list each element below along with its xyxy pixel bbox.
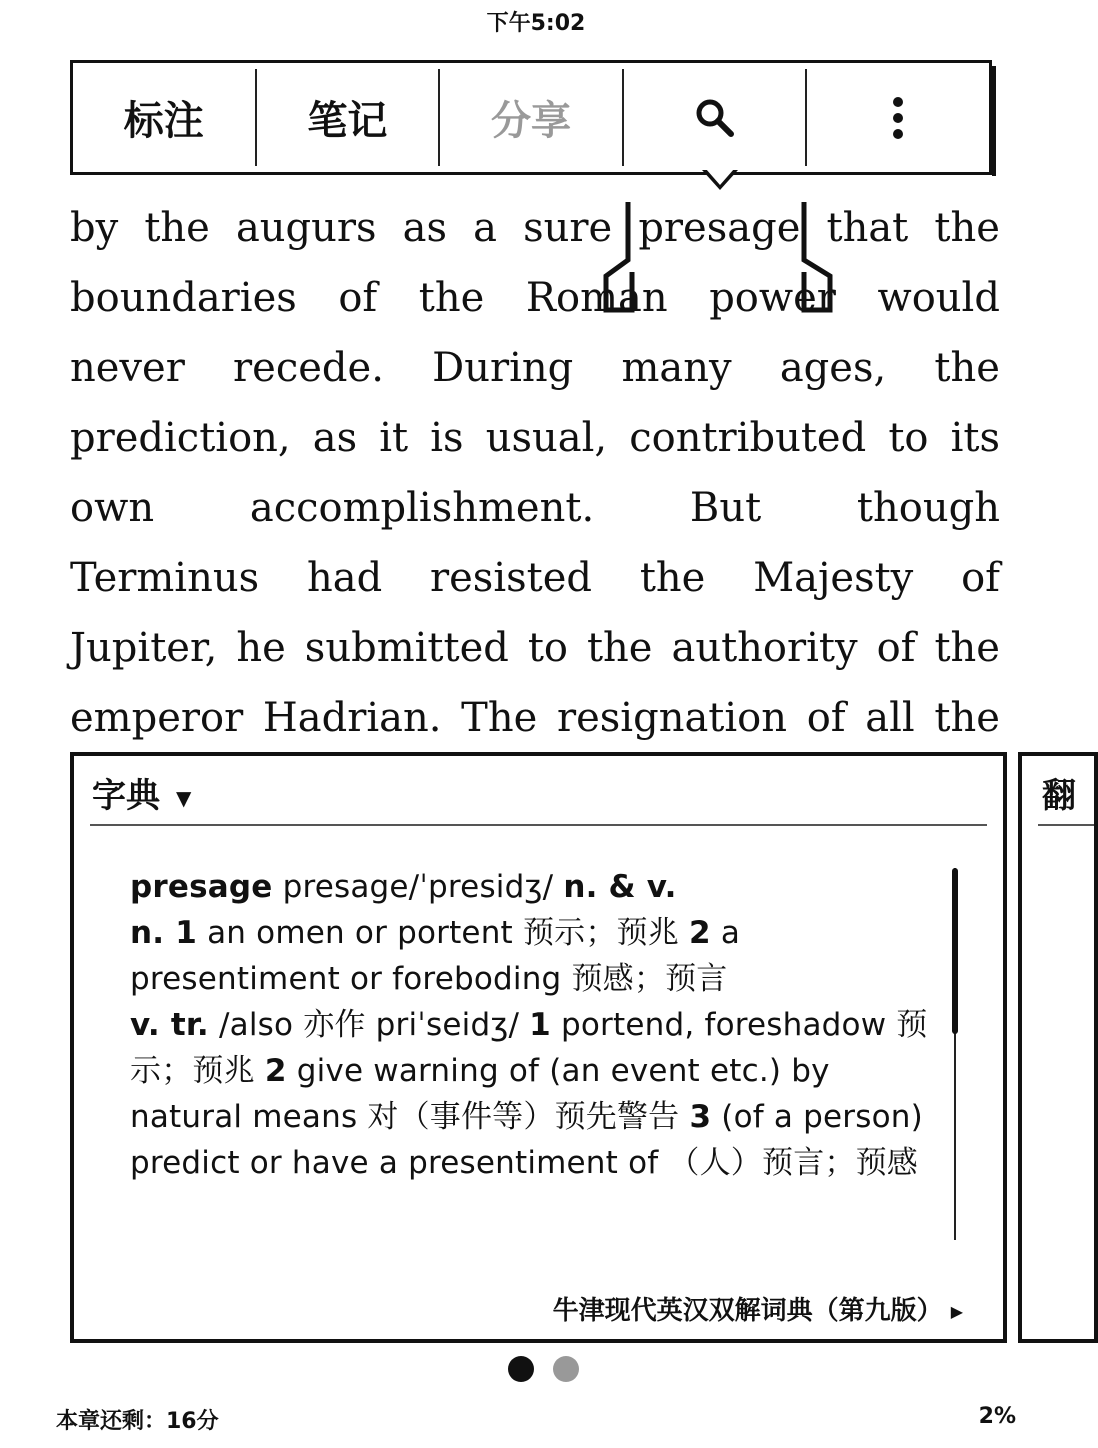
word[interactable]: Roman [525,275,668,321]
verb-sense-3: (of a person) predict or have a presentiment of （人）预言；预感 [130,1099,923,1181]
more-vertical-icon [891,96,905,140]
selection-toolbar [70,60,992,175]
word[interactable]: never [70,345,185,391]
verb-sense-2-number: 2 [264,1053,287,1089]
word[interactable]: submitted [304,625,509,671]
word[interactable]: recede. [233,345,384,391]
word[interactable]: Hadrian. [262,695,442,741]
word[interactable]: sure [523,205,613,251]
word[interactable]: the [934,695,1000,741]
verb-sense-2: give warning of (an event etc.) by natural means 对（事件等）预先警告 [130,1053,830,1135]
page-indicator-dot-active[interactable] [508,1356,534,1382]
text-line [70,403,1000,473]
word[interactable]: presage [638,205,801,251]
more-button[interactable] [807,69,989,166]
word[interactable]: ages, [779,345,887,391]
word[interactable]: many [621,345,732,391]
word[interactable]: the [934,345,1000,391]
word[interactable]: by [70,205,119,251]
word[interactable]: the [934,205,1000,251]
word[interactable]: as [402,205,448,251]
note-button[interactable]: 笔记 [257,69,441,166]
word[interactable]: of [876,625,916,671]
word[interactable]: that [826,205,909,251]
word[interactable]: had [306,555,383,601]
pronunciation: presage/ˈpresidʒ/ [282,869,554,905]
dictionary-source-link[interactable] [553,1290,963,1327]
word[interactable]: the [639,555,706,601]
dictionary-panel[interactable] [70,752,1007,1343]
caret-down-icon: ▼ [176,785,192,810]
page-indicator-dot[interactable] [553,1356,579,1382]
dictionary-header-label: 字典 [92,776,160,816]
word[interactable]: its [950,415,1000,461]
word[interactable]: the [934,625,1000,671]
text-line [70,683,1000,753]
share-button[interactable]: 分享 [440,69,624,166]
word[interactable]: power [709,275,836,321]
toolbar-pointer-fill [706,169,734,185]
word[interactable]: is [430,415,464,461]
word[interactable]: as [312,415,358,461]
chapter-time-remaining: 本章还剩：16分 [56,1409,219,1434]
verb-pronunciation: /also 亦作 priˈseidʒ/ [218,1007,520,1043]
highlight-button[interactable]: 标注 [73,69,257,166]
noun-sense-2: a presentiment or foreboding 预感；预言 [130,915,741,997]
selection-start-handle[interactable] [600,200,640,315]
word[interactable]: But [689,485,762,531]
text-line [70,473,1000,543]
noun-sense-1: an omen or portent 预示；预兆 [207,915,679,951]
headword: presage [130,869,273,905]
reading-text[interactable] [70,193,1000,753]
selection-end-handle[interactable] [796,200,836,315]
word[interactable]: of [806,695,846,741]
search-icon [694,97,736,139]
verb-sense-1-number: 1 [529,1007,551,1043]
word[interactable]: though [856,485,1000,531]
word[interactable]: During [432,345,574,391]
word[interactable]: boundaries [70,275,297,321]
word[interactable]: a [473,205,498,251]
word[interactable]: all [865,695,915,741]
word[interactable]: own [70,485,155,531]
word[interactable]: to [888,415,929,461]
word[interactable]: of [961,555,1000,601]
word[interactable]: Majesty [753,555,914,601]
word[interactable]: The [461,695,538,741]
dictionary-divider [90,824,987,826]
word[interactable]: Terminus [70,555,260,601]
word[interactable]: resignation [556,695,788,741]
toolbar-edge [992,66,996,176]
reading-progress: 2% [978,1404,1016,1429]
verb-sense-3-number: 3 [689,1099,712,1135]
word[interactable]: the [144,205,210,251]
noun-label: n. 1 [130,915,198,951]
text-line [70,613,1000,683]
translation-panel-divider [1038,824,1094,826]
dictionary-source-label: 牛津现代英汉双解词典（第九版） [552,1296,943,1326]
word[interactable]: contributed [629,415,867,461]
word[interactable]: to [527,625,568,671]
word[interactable]: would [877,275,1000,321]
text-line [70,543,1000,613]
word[interactable]: resisted [430,555,593,601]
word[interactable]: he [236,625,286,671]
status-time: 下午5:02 [486,11,586,36]
noun-sense-2-number: 2 [689,915,711,951]
word[interactable]: the [418,275,485,321]
text-line [70,333,1000,403]
dictionary-selector[interactable] [92,768,191,817]
word[interactable]: it [379,415,409,461]
verb-sense-1: portend, foreshadow 预示；预兆 [130,1007,928,1089]
translation-panel[interactable] [1018,752,1098,1343]
search-button[interactable] [624,69,808,166]
caret-right-icon: ▶ [950,1302,963,1321]
dictionary-definition [130,864,930,1186]
text-line [70,263,1000,333]
part-of-speech: n. & v. [563,869,677,905]
word[interactable]: augurs [235,205,377,251]
word[interactable]: emperor [70,695,244,741]
word[interactable]: authority [671,625,858,671]
text-line [70,193,1000,263]
word[interactable]: accomplishment. [249,485,595,531]
word[interactable]: usual, [485,415,608,461]
word[interactable]: Jupiter, [70,625,218,671]
word[interactable]: the [586,625,653,671]
word[interactable]: of [338,275,378,321]
verb-label: v. tr. [130,1007,209,1043]
scrollbar-thumb[interactable] [952,868,958,1034]
translation-panel-title: 翻 [1042,776,1076,816]
word[interactable]: prediction, [70,415,291,461]
